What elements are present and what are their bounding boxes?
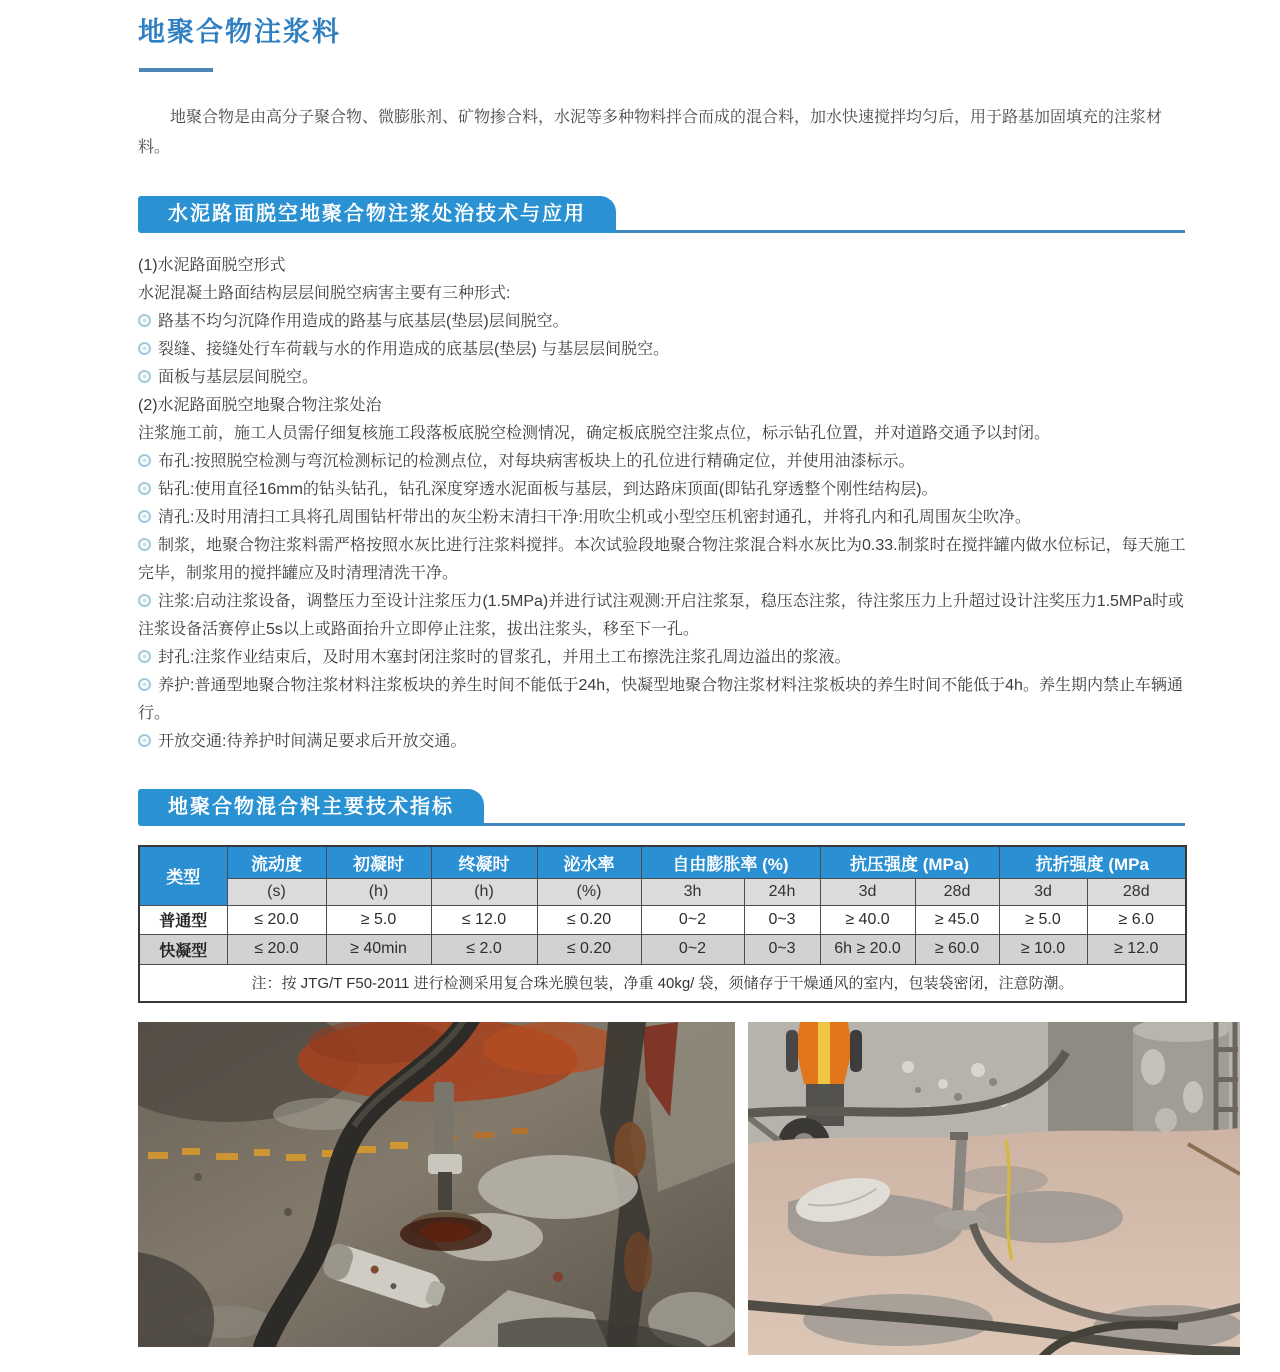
bullet-item xyxy=(138,644,1190,672)
col-header-initial-set: 初凝时 xyxy=(326,846,431,878)
section1-body xyxy=(138,252,1190,756)
value-cell: ≥ 12.0 xyxy=(1087,934,1186,964)
bullet-item xyxy=(138,532,1190,588)
col-header-type: 类型 xyxy=(139,846,227,905)
value-cell: ≤ 0.20 xyxy=(537,905,641,934)
paragraph-text: (1)水泥路面脱空形式 xyxy=(138,257,286,274)
bullet-text: 开放交通:待养护时间满足要求后开放交通。 xyxy=(158,733,467,750)
table-note: 注：按 JTG/T F50-2011 进行检测采用复合珠光膜包装，净重 40kg/ 袋，须储存于干燥通风的室内，包装袋密闭，注意防潮。 xyxy=(139,964,1186,1002)
ring-bullet-icon xyxy=(138,482,151,495)
col-header-expansion: 自由膨胀率 (%) xyxy=(641,846,820,878)
unit-cell: (h) xyxy=(431,878,537,905)
unit-cell: (%) xyxy=(537,878,641,905)
col-header-final-set: 终凝时 xyxy=(431,846,537,878)
ring-bullet-icon xyxy=(138,538,151,551)
section2-banner-line xyxy=(484,823,1185,826)
section2-banner xyxy=(138,789,1185,826)
bullet-item xyxy=(138,504,1190,532)
value-cell: ≥ 40.0 xyxy=(820,905,915,934)
value-cell: ≥ 5.0 xyxy=(999,905,1087,934)
unit-cell: (s) xyxy=(227,878,326,905)
value-cell: ≥ 45.0 xyxy=(915,905,999,934)
paragraph xyxy=(138,280,1190,308)
table-row xyxy=(139,934,1186,964)
unit-cell: 24h xyxy=(744,878,820,905)
ring-bullet-icon xyxy=(138,314,151,327)
photo-grout-hose-in-pavement xyxy=(138,1022,735,1347)
bullet-text: 制浆，地聚合物注浆料需严格按照水灰比进行注浆料搅拌。本次试验段地聚合物注浆混合料水灰比为0.33.制浆时在搅拌罐内做水位标记，每天施工完毕，制浆用的搅拌罐应及时清理清洗干净。 xyxy=(138,537,1186,582)
unit-cell: 3d xyxy=(820,878,915,905)
paragraph xyxy=(138,392,1190,420)
paragraph-text: 水泥混凝土路面结构层层间脱空病害主要有三种形式: xyxy=(138,285,511,302)
value-cell: 6h ≥ 20.0 xyxy=(820,934,915,964)
bullet-text: 清孔:及时用清扫工具将孔周围钻杆带出的灰尘粉末清扫干净:用吹尘机或小型空压机密封通孔，并将孔内和孔周围灰尘吹净。 xyxy=(158,509,1031,526)
unit-cell: 3h xyxy=(641,878,744,905)
ring-bullet-icon xyxy=(138,342,151,355)
value-cell: ≤ 2.0 xyxy=(431,934,537,964)
table-row xyxy=(139,905,1186,934)
value-cell: ≤ 0.20 xyxy=(537,934,641,964)
value-cell: ≥ 6.0 xyxy=(1087,905,1186,934)
col-header-bleeding: 泌水率 xyxy=(537,846,641,878)
bullet-text: 注浆:启动注浆设备，调整压力至设计注浆压力(1.5MPa)并进行试注观测:开启注浆泵，稳压态注浆，待注浆压力上升超过设计注奖压力1.5MPa时或注浆设备活赛停止5s以上或路面抬升立即停止注浆，拔出注浆头，移至下一孔。 xyxy=(138,593,1184,638)
intro-paragraph: 地聚合物是由高分子聚合物、微膨胀剂、矿物掺合料，水泥等多种物料拌合而成的混合料，加水快速搅拌均匀后，用于路基加固填充的注浆材料。 xyxy=(138,109,1163,156)
bullet-item xyxy=(138,728,1190,756)
page-title: 地聚合物注浆料 xyxy=(138,17,341,47)
row-type-cell: 快凝型 xyxy=(139,934,227,964)
value-cell: ≥ 5.0 xyxy=(326,905,431,934)
section1-banner-line xyxy=(616,230,1185,233)
ring-bullet-icon xyxy=(138,678,151,691)
technical-spec-table xyxy=(138,845,1187,1003)
bullet-item xyxy=(138,588,1190,644)
paragraph xyxy=(138,420,1190,448)
paragraph-text: (2)水泥路面脱空地聚合物注浆处治 xyxy=(138,397,382,414)
value-cell: ≤ 20.0 xyxy=(227,934,326,964)
value-cell: 0~2 xyxy=(641,905,744,934)
bullet-item xyxy=(138,448,1190,476)
unit-cell: (h) xyxy=(326,878,431,905)
bullet-text: 钻孔:使用直径16mm的钻头钻孔，钻孔深度穿透水泥面板与基层，到达路床顶面(即钻孔穿透整个刚性结构层)。 xyxy=(158,481,938,498)
ring-bullet-icon xyxy=(138,370,151,383)
value-cell: 0~3 xyxy=(744,934,820,964)
bullet-text: 养护:普通型地聚合物注浆材料注浆板块的养生时间不能低于24h，快凝型地聚合物注浆材料注浆板块的养生时间不能低于4h。养生期内禁止车辆通行。 xyxy=(138,677,1183,722)
unit-cell: 28d xyxy=(1087,878,1186,905)
section2-heading: 地聚合物混合料主要技术指标 xyxy=(138,789,484,826)
value-cell: ≥ 40min xyxy=(326,934,431,964)
paragraph xyxy=(138,252,1190,280)
table-header-row xyxy=(139,846,1186,878)
value-cell: ≥ 10.0 xyxy=(999,934,1087,964)
row-type-cell: 普通型 xyxy=(139,905,227,934)
bullet-text: 裂缝、接缝处行车荷载与水的作用造成的底基层(垫层) 与基层层间脱空。 xyxy=(158,341,670,358)
bullet-text: 面板与基层层间脱空。 xyxy=(158,369,319,386)
value-cell: 0~2 xyxy=(641,934,744,964)
bullet-item xyxy=(138,476,1190,504)
unit-cell: 3d xyxy=(999,878,1087,905)
value-cell: ≤ 12.0 xyxy=(431,905,537,934)
table-units-row xyxy=(139,878,1186,905)
ring-bullet-icon xyxy=(138,510,151,523)
value-cell: ≤ 20.0 xyxy=(227,905,326,934)
ring-bullet-icon xyxy=(138,454,151,467)
col-header-flexural: 抗折强度 (MPa xyxy=(999,846,1186,878)
col-header-compressive: 抗压强度 (MPa) xyxy=(820,846,999,878)
bullet-item xyxy=(138,308,1190,336)
photo-worksite-illustration xyxy=(748,1022,1240,1355)
bullet-text: 路基不均匀沉降作用造成的路基与底基层(垫层)层间脱空。 xyxy=(158,313,569,330)
bullet-text: 封孔:注浆作业结束后，及时用木塞封闭注浆时的冒浆孔，并用土工布擦洗注浆孔周边溢出的浆液。 xyxy=(158,649,851,666)
value-cell: 0~3 xyxy=(744,905,820,934)
ring-bullet-icon xyxy=(138,734,151,747)
unit-cell: 28d xyxy=(915,878,999,905)
table-note-row xyxy=(139,964,1186,1002)
paragraph-text: 注浆施工前，施工人员需仔细复核施工段落板底脱空检测情况，确定板底脱空注浆点位，标示钻孔位置，并对道路交通予以封闭。 xyxy=(138,425,1051,442)
section1-heading: 水泥路面脱空地聚合物注浆处治技术与应用 xyxy=(138,196,616,233)
bullet-item xyxy=(138,672,1190,728)
col-header-fluidity: 流动度 xyxy=(227,846,326,878)
value-cell: ≥ 60.0 xyxy=(915,934,999,964)
ring-bullet-icon xyxy=(138,594,151,607)
section1-banner xyxy=(138,196,1185,233)
ring-bullet-icon xyxy=(138,650,151,663)
bullet-item xyxy=(138,336,1190,364)
bullet-item xyxy=(138,364,1190,392)
photo-grout-hose-illustration xyxy=(138,1022,735,1347)
title-underline xyxy=(139,68,213,72)
bullet-text: 布孔:按照脱空检测与弯沉检测标记的检测点位，对每块病害板块上的孔位进行精确定位，并使用油漆标示。 xyxy=(158,453,915,470)
photo-grouting-worksite xyxy=(748,1022,1240,1355)
